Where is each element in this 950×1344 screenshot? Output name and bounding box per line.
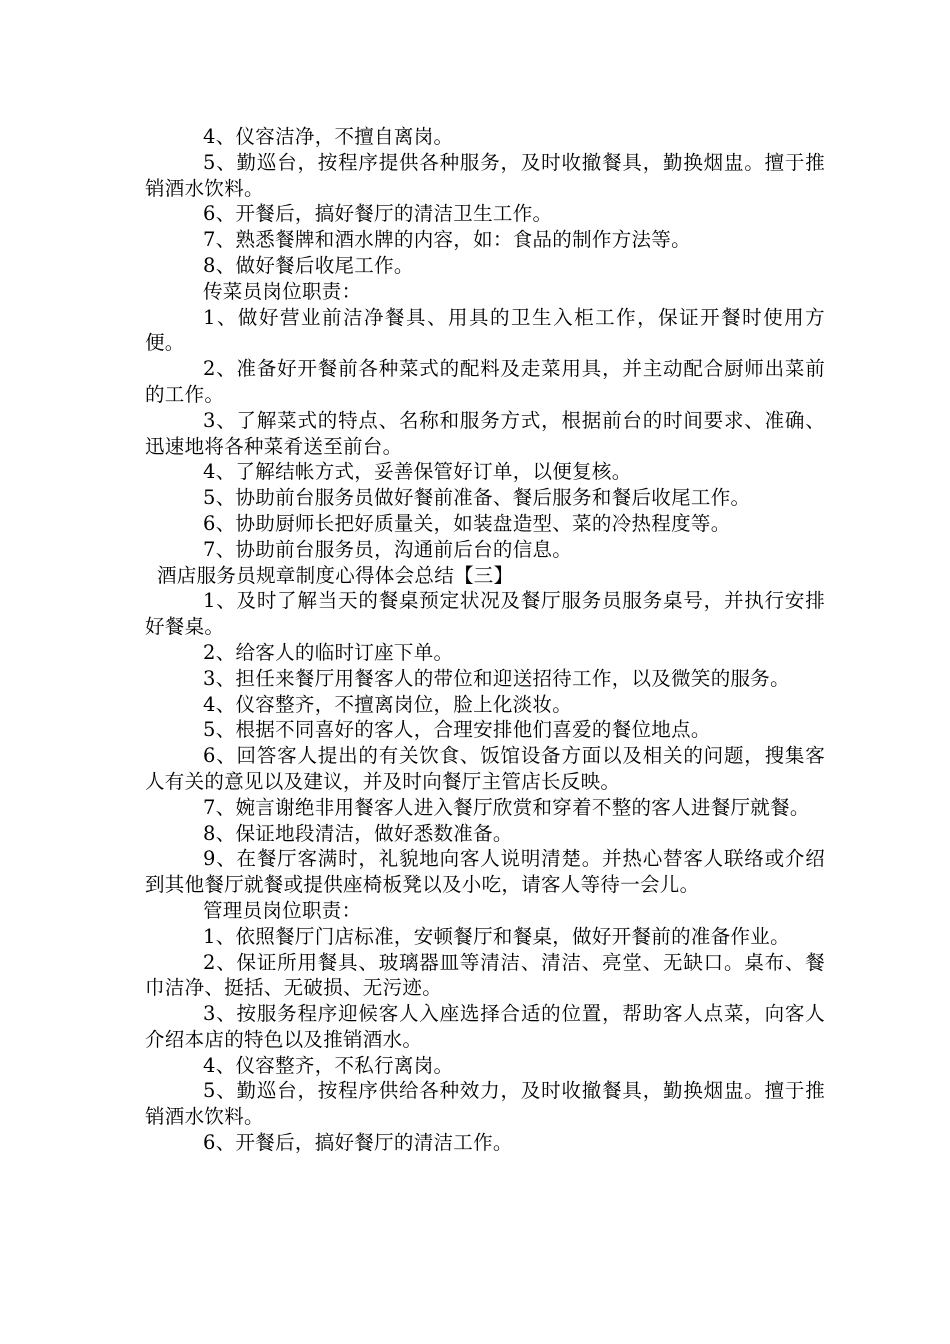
paragraph: 3、按服务程序迎候客人入座选择合适的位置，帮助客人点菜，向客人介绍本店的特色以及推销酒水。 bbox=[145, 1002, 825, 1051]
paragraph: 4、仪容整齐，不擅离岗位，脸上化淡妆。 bbox=[203, 692, 573, 716]
paragraph: 1、依照餐厅门店标准，安顿餐厅和餐桌，做好开餐前的准备作业。 bbox=[203, 924, 790, 948]
paragraph: 9、在餐厅客满时，礼貌地向客人说明清楚。并热心替客人联络或介绍到其他餐厅就餐或提供座椅板凳以及小吃，请客人等待一会儿。 bbox=[145, 847, 825, 897]
paragraph: 7、协助前台服务员，沟通前后台的信息。 bbox=[203, 537, 573, 561]
paragraph: 7、熟悉餐牌和酒水牌的内容，如：食品的制作方法等。 bbox=[203, 228, 691, 252]
paragraph: 1、做好营业前洁净餐具、用具的卫生入柜工作，保证开餐时使用方便。 bbox=[145, 305, 825, 355]
paragraph: 4、了解结帐方式，妥善保管好订单，以便复核。 bbox=[203, 460, 632, 484]
paragraph: 5、协助前台服务员做好餐前准备、餐后服务和餐后收尾工作。 bbox=[203, 486, 751, 510]
paragraph: 6、协助厨师长把好质量关，如装盘造型、菜的冷热程度等。 bbox=[203, 511, 731, 535]
paragraph: 3、了解菜式的特点、名称和服务方式，根据前台的时间要求、准确、迅速地将各种菜肴送至前台。 bbox=[145, 408, 825, 458]
paragraph: 2、给客人的临时订座下单。 bbox=[203, 640, 454, 664]
paragraph: 2、保证所用餐具、玻璃器皿等清洁、清洁、亮堂、无缺口。桌布、餐巾洁净、挺括、无破损、无污迹。 bbox=[145, 950, 825, 1000]
paragraph: 4、仪容整齐，不私行离岗。 bbox=[203, 1053, 454, 1077]
paragraph: 1、及时了解当天的餐桌预定状况及餐厅服务员服务桌号，并执行安排好餐桌。 bbox=[145, 589, 825, 639]
paragraph: 2、准备好开餐前各种菜式的配料及走菜用具，并主动配合厨师出菜前的工作。 bbox=[145, 357, 825, 406]
paragraph: 6、回答客人提出的有关饮食、饭馆设备方面以及相关的问题，搜集客人有关的意见以及建议，并及时向餐厅主管店长反映。 bbox=[145, 744, 825, 793]
paragraph: 5、勤巡台，按程序提供各种服务，及时收撤餐具，勤换烟盅。擅于推销酒水饮料。 bbox=[145, 150, 825, 200]
section-heading: 传菜员岗位职责： bbox=[203, 279, 362, 303]
paragraph: 6、开餐后，搞好餐厅的清洁卫生工作。 bbox=[203, 202, 553, 226]
paragraph: 5、勤巡台，按程序供给各种效力，及时收撤餐具，勤换烟盅。擅于推销酒水饮料。 bbox=[145, 1079, 825, 1129]
paragraph: 5、根据不同喜好的客人，合理安排他们喜爱的餐位地点。 bbox=[203, 718, 711, 742]
paragraph: 3、担任来餐厅用餐客人的带位和迎送招待工作，以及微笑的服务。 bbox=[203, 666, 790, 690]
paragraph: 8、保证地段清洁，做好悉数准备。 bbox=[203, 821, 513, 845]
paragraph: 8、做好餐后收尾工作。 bbox=[203, 253, 414, 277]
document-body bbox=[145, 124, 825, 1156]
paragraph: 7、婉言谢绝非用餐客人进入餐厅欣赏和穿着不整的客人进餐厅就餐。 bbox=[203, 795, 810, 819]
section-heading: 管理员岗位职责： bbox=[203, 898, 362, 922]
section-title: 酒店服务员规章制度心得体会总结【三】 bbox=[157, 563, 514, 587]
paragraph: 6、开餐后，搞好餐厅的清洁工作。 bbox=[203, 1131, 513, 1155]
paragraph: 4、仪容洁净，不擅自离岗。 bbox=[203, 125, 454, 148]
